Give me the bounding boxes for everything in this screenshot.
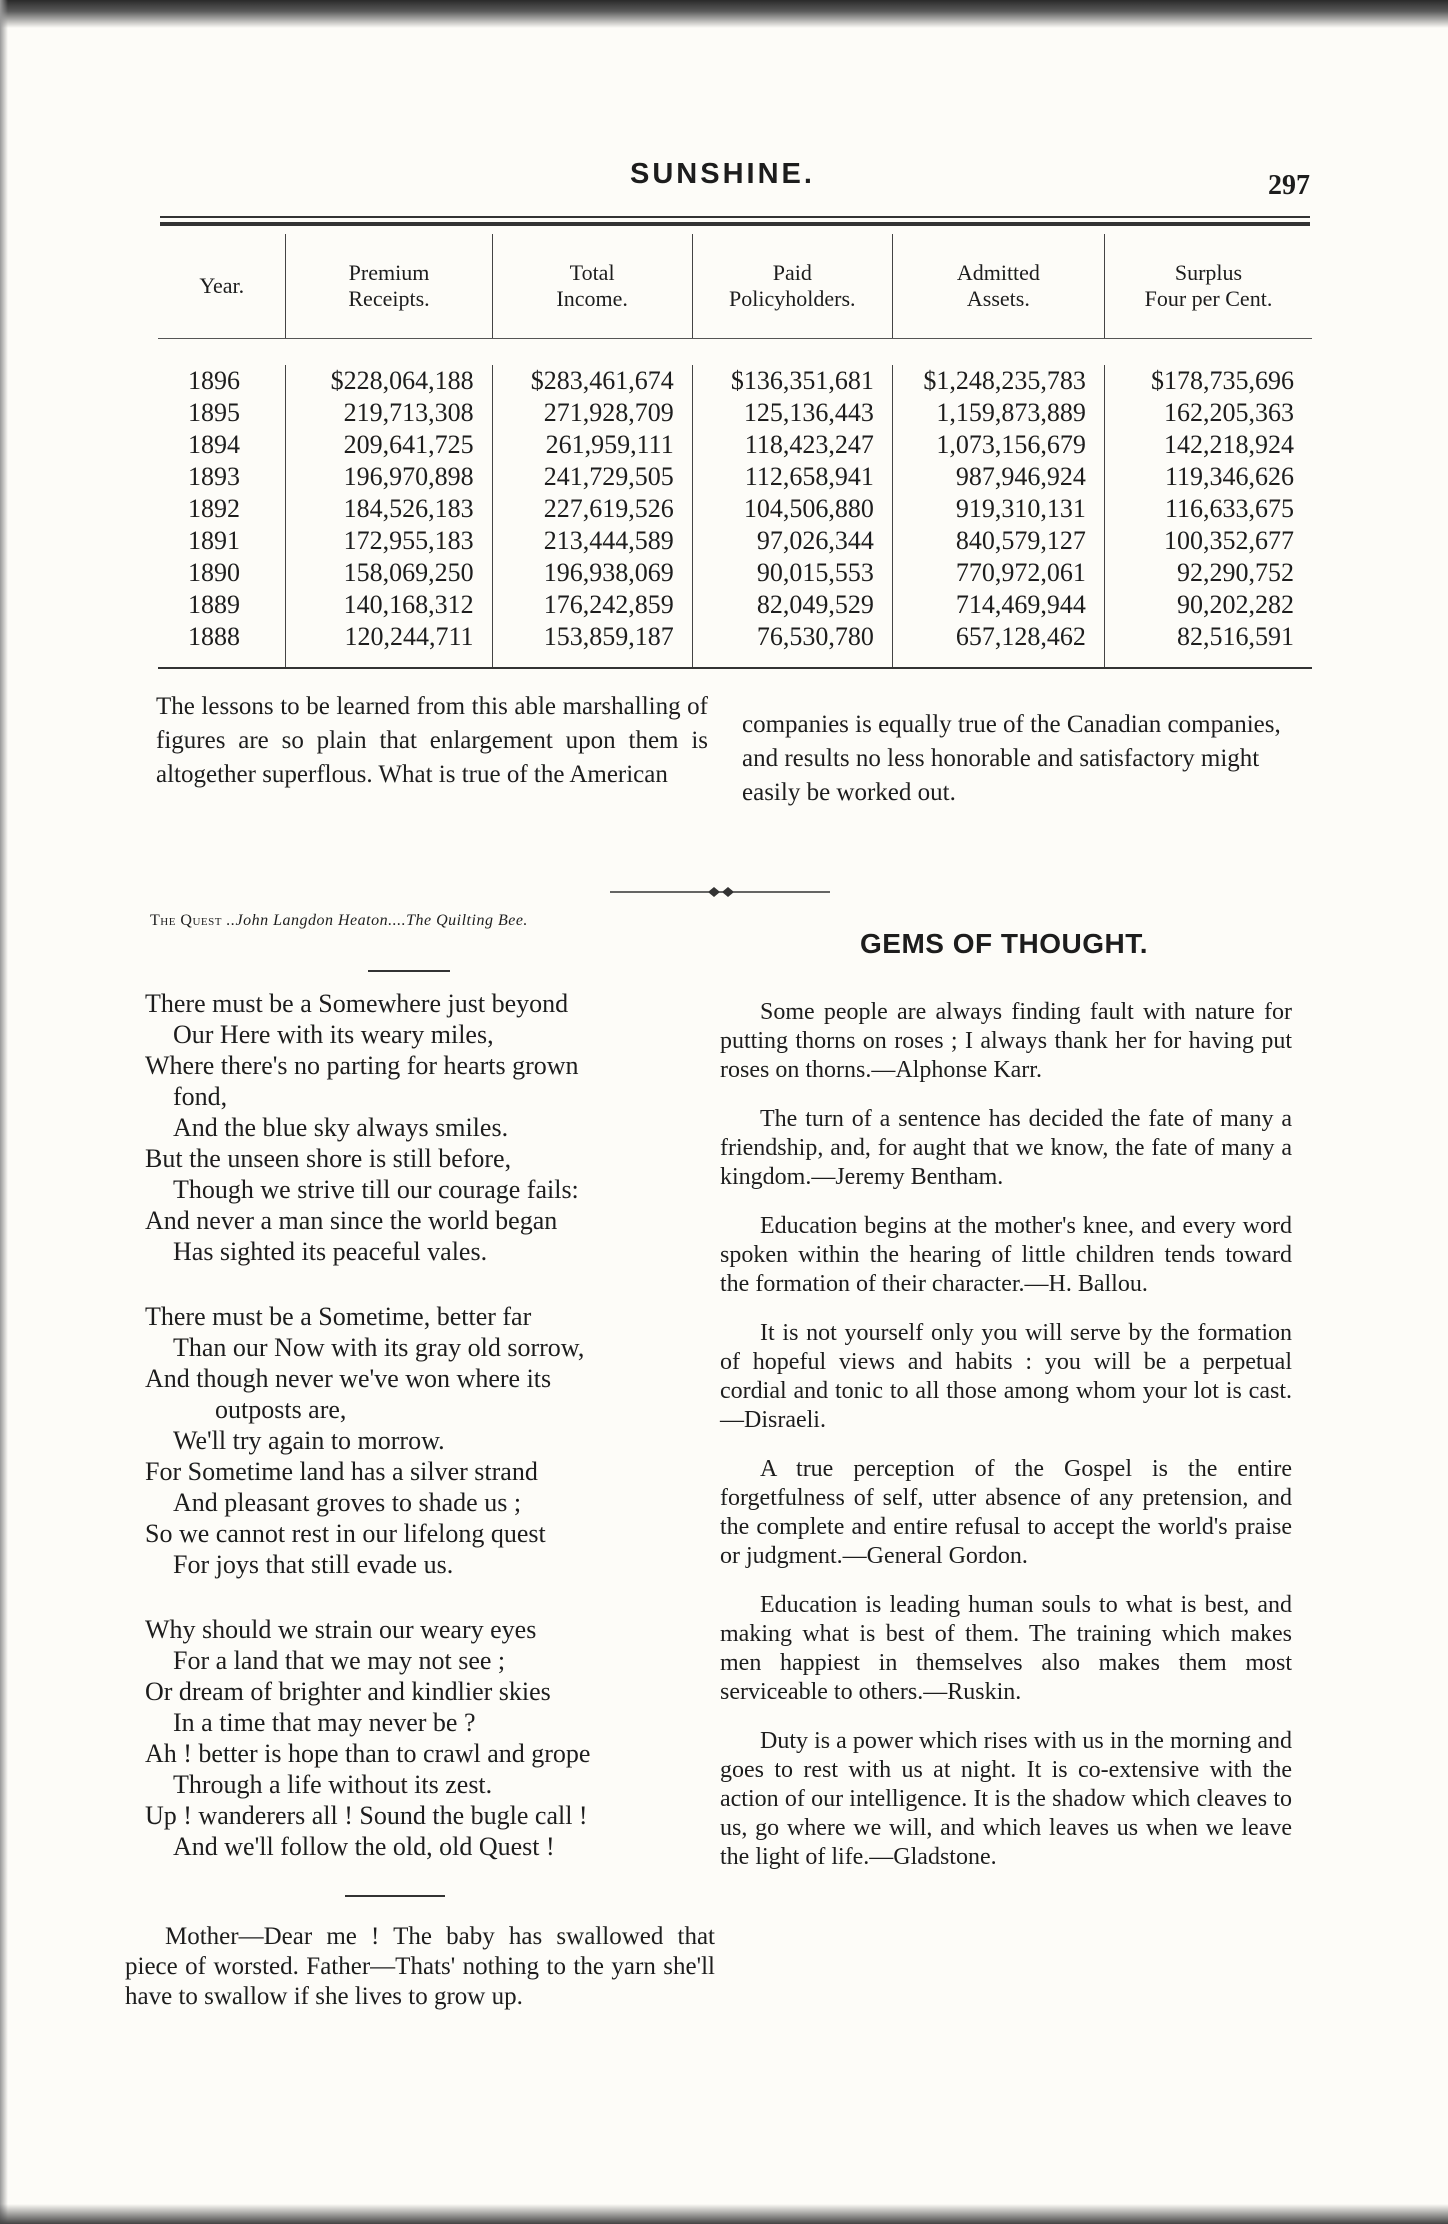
table-cell: $178,735,696 xyxy=(1151,366,1295,395)
table-column-total-income xyxy=(492,365,692,667)
poem-line: There must be a Sometime, better far xyxy=(145,1302,532,1331)
table-cell: 1,073,156,679 xyxy=(936,430,1086,459)
table-cell: 82,516,591 xyxy=(1177,622,1295,651)
poem-line: outposts are, xyxy=(215,1395,347,1424)
table-cell: 176,242,859 xyxy=(543,590,674,619)
table-cell: 1,159,873,889 xyxy=(936,398,1086,427)
poem-line: Ah ! better is hope than to crawl and grope xyxy=(145,1739,591,1768)
column-header-premium-receipts: Premium Receipts. xyxy=(285,234,491,338)
table-cell: 116,633,675 xyxy=(1164,494,1295,523)
poem-stanza xyxy=(145,988,705,1267)
table-cell: 90,015,553 xyxy=(756,558,874,587)
table-cell: 1892 xyxy=(188,494,240,523)
table-cell: 770,972,061 xyxy=(955,558,1086,587)
poem-attribution: ..John Langdon Heaton....The Quilting Bee. xyxy=(226,912,528,929)
poem-line: There must be a Somewhere just beyond xyxy=(145,989,569,1018)
intro-right xyxy=(742,708,1302,810)
gem-quote: Education begins at the mother's knee, and every word spoken within the hearing of little children tends toward the formation of their character.—H. Ballou. xyxy=(720,1213,1292,1297)
table-cell: 153,859,187 xyxy=(543,622,674,651)
table-cell: 142,218,924 xyxy=(1164,430,1295,459)
table-cell: 261,959,111 xyxy=(545,430,674,459)
table-cell: 1895 xyxy=(188,398,240,427)
table-cell: 1894 xyxy=(188,430,240,459)
poem-line: Through a life without its zest. xyxy=(173,1770,493,1799)
poem-line: For Sometime land has a silver strand xyxy=(145,1457,538,1486)
poem-line: Or dream of brighter and kindlier skies xyxy=(145,1677,551,1706)
page-header xyxy=(160,150,1310,200)
poem-line: But the unseen shore is still before, xyxy=(145,1144,512,1173)
joke-text: Mother—Dear me ! The baby has swallowed that piece of worsted. Father—Thats' nothing to the yarn she'll have to swallow if she lives to grow up. xyxy=(125,1923,715,2010)
poem-line: Than our Now with its gray old sorrow, xyxy=(173,1333,585,1362)
gem-quote: Duty is a power which rises with us in the morning and goes to rest with us at night. It is co-extensive with the action of our intelligence. It is the shadow which cleaves to us, go where we will, and which leaves us when we leave the light of life.—Gladstone. xyxy=(720,1728,1292,1870)
table-cell: 241,729,505 xyxy=(543,462,674,491)
poem-line: Though we strive till our courage fails: xyxy=(173,1175,579,1204)
table-cell: 840,579,127 xyxy=(955,526,1086,555)
poem-byline xyxy=(150,912,528,930)
gem-quote: It is not yourself only you will serve by the formation of hopeful views and habits : you will be a perpetual cordial and tonic to all those among whom your lot is cast.—Disraeli. xyxy=(720,1320,1292,1433)
table-cell: 196,938,069 xyxy=(543,558,674,587)
poem-line: Our Here with its weary miles, xyxy=(173,1020,494,1049)
table-cell: 227,619,526 xyxy=(543,494,674,523)
table-cell: 104,506,880 xyxy=(743,494,874,523)
table-cell: 714,469,944 xyxy=(955,590,1086,619)
table-cell: 1888 xyxy=(188,622,240,651)
poem-line: So we cannot rest in our lifelong quest xyxy=(145,1519,546,1548)
poem-line: Has sighted its peaceful vales. xyxy=(173,1237,488,1266)
table-cell: 118,423,247 xyxy=(744,430,874,459)
table-cell: 184,526,183 xyxy=(343,494,474,523)
gems-quotes xyxy=(720,998,1292,1892)
table-cell: 162,205,363 xyxy=(1164,398,1295,427)
table-cell: 82,049,529 xyxy=(756,590,874,619)
table-cell: 125,136,443 xyxy=(743,398,874,427)
poem xyxy=(145,988,705,1896)
header-rule-thick xyxy=(160,222,1310,226)
gems-section-title: GEMS OF THOUGHT. xyxy=(860,928,1148,959)
page-title: SUNSHINE. xyxy=(630,158,815,190)
table-cell: 119,346,626 xyxy=(1164,462,1295,491)
table-column-admitted-assets xyxy=(892,365,1104,667)
poem-title: The Quest xyxy=(150,912,222,929)
intro-paragraph-left: The lessons to be learned from this able marshalling of figures are so plain that enlargement upon them is altogether superflous. What is true of the American xyxy=(156,693,708,788)
table-column-paid-policyholders xyxy=(692,365,892,667)
gem-quote: Education is leading human souls to what is best, and making what is best of them. The training which makes men happiest in themselves also makes them most serviceable to others.—Ruskin. xyxy=(720,1592,1292,1705)
table-cell: $136,351,681 xyxy=(730,366,874,395)
poem-line: Up ! wanderers all ! Sound the bugle call ! xyxy=(145,1801,588,1830)
table-cell: $1,248,235,783 xyxy=(923,366,1086,395)
table-cell: 140,168,312 xyxy=(343,590,474,619)
intro-paragraph-right: companies is equally true of the Canadian companies, and results no less honorable and satisfactory might easily be worked out. xyxy=(742,711,1281,806)
poem-line: We'll try again to morrow. xyxy=(173,1426,445,1455)
poem-stanza xyxy=(145,1614,705,1862)
table-cell: 987,946,924 xyxy=(955,462,1086,491)
table-cell: 92,290,752 xyxy=(1177,558,1295,587)
table-column-year xyxy=(158,365,285,667)
table-cell: $283,461,674 xyxy=(530,366,674,395)
table-header-row xyxy=(158,234,1312,339)
table-column-surplus xyxy=(1104,365,1312,667)
table-cell: 271,928,709 xyxy=(543,398,674,427)
poem-line: For a land that we may not see ; xyxy=(173,1646,506,1675)
table-cell: 219,713,308 xyxy=(343,398,474,427)
poem-line: Why should we strain our weary eyes xyxy=(145,1615,537,1644)
poem-line: And pleasant groves to shade us ; xyxy=(173,1488,522,1517)
gem-quote: A true perception of the Gospel is the entire forgetfulness of self, utter absence of any pretension, and the complete and entire refusal to accept the world's praise or judgment.—General Gordon. xyxy=(720,1456,1292,1569)
table-cell: 1893 xyxy=(188,462,240,491)
table-column-premium-receipts xyxy=(285,365,491,667)
poem-line: Where there's no parting for hearts grown xyxy=(145,1051,579,1080)
table-cell: 1890 xyxy=(188,558,240,587)
column-header-total-income: Total Income. xyxy=(492,234,692,338)
poem-line: In a time that may never be ? xyxy=(173,1708,476,1737)
table-cell: 919,310,131 xyxy=(955,494,1086,523)
table-cell: 1896 xyxy=(188,366,240,395)
poem-line: For joys that still evade us. xyxy=(173,1550,454,1579)
table-cell: 172,955,183 xyxy=(343,526,474,555)
scan-edge-top xyxy=(0,0,1448,28)
table-cell: 196,970,898 xyxy=(343,462,474,491)
table-body xyxy=(158,339,1312,669)
table-cell: 158,069,250 xyxy=(343,558,474,587)
gem-quote: The turn of a sentence has decided the fate of many a friendship, and, for aught that we know, the fate of many a kingdom.—Jeremy Bentham. xyxy=(720,1106,1292,1190)
page-number: 297 xyxy=(1268,170,1310,201)
table-cell: $228,064,188 xyxy=(330,366,474,395)
poem-line: And we'll follow the old, old Quest ! xyxy=(173,1832,555,1861)
poem-title-rule xyxy=(368,970,450,972)
table-cell: 76,530,780 xyxy=(756,622,874,651)
intro-left xyxy=(156,690,708,792)
table-cell: 1889 xyxy=(188,590,240,619)
table-cell: 97,026,344 xyxy=(756,526,874,555)
statistics-table xyxy=(158,234,1312,669)
poem-end-rule xyxy=(345,1895,445,1897)
table-cell: 112,658,941 xyxy=(744,462,874,491)
table-cell: 213,444,589 xyxy=(543,526,674,555)
column-header-paid-policyholders: Paid Policyholders. xyxy=(692,234,892,338)
column-header-surplus: Surplus Four per Cent. xyxy=(1104,234,1312,338)
table-cell: 209,641,725 xyxy=(343,430,474,459)
scan-edge-left xyxy=(0,0,8,2224)
column-header-year: Year. xyxy=(199,273,245,298)
table-cell: 657,128,462 xyxy=(955,622,1086,651)
poem-line: And though never we've won where its xyxy=(145,1364,552,1393)
poem-line: And never a man since the world began xyxy=(145,1206,558,1235)
gem-quote: Some people are always finding fault with nature for putting thorns on roses ; I always thank her for having put roses on thorns.—Alphonse Karr. xyxy=(720,999,1292,1083)
table-cell: 90,202,282 xyxy=(1177,590,1295,619)
scan-edge-bottom xyxy=(0,2204,1448,2224)
section-divider xyxy=(610,886,830,898)
table-cell: 120,244,711 xyxy=(344,622,474,651)
header-rule-top xyxy=(160,216,1310,218)
table-cell: 1891 xyxy=(188,526,240,555)
poem-stanza xyxy=(145,1301,705,1580)
joke-paragraph xyxy=(125,1922,715,2012)
table-cell: 100,352,677 xyxy=(1164,526,1295,555)
column-header-admitted-assets: Admitted Assets. xyxy=(892,234,1104,338)
poem-line: fond, xyxy=(173,1082,228,1111)
poem-line: And the blue sky always smiles. xyxy=(173,1113,509,1142)
